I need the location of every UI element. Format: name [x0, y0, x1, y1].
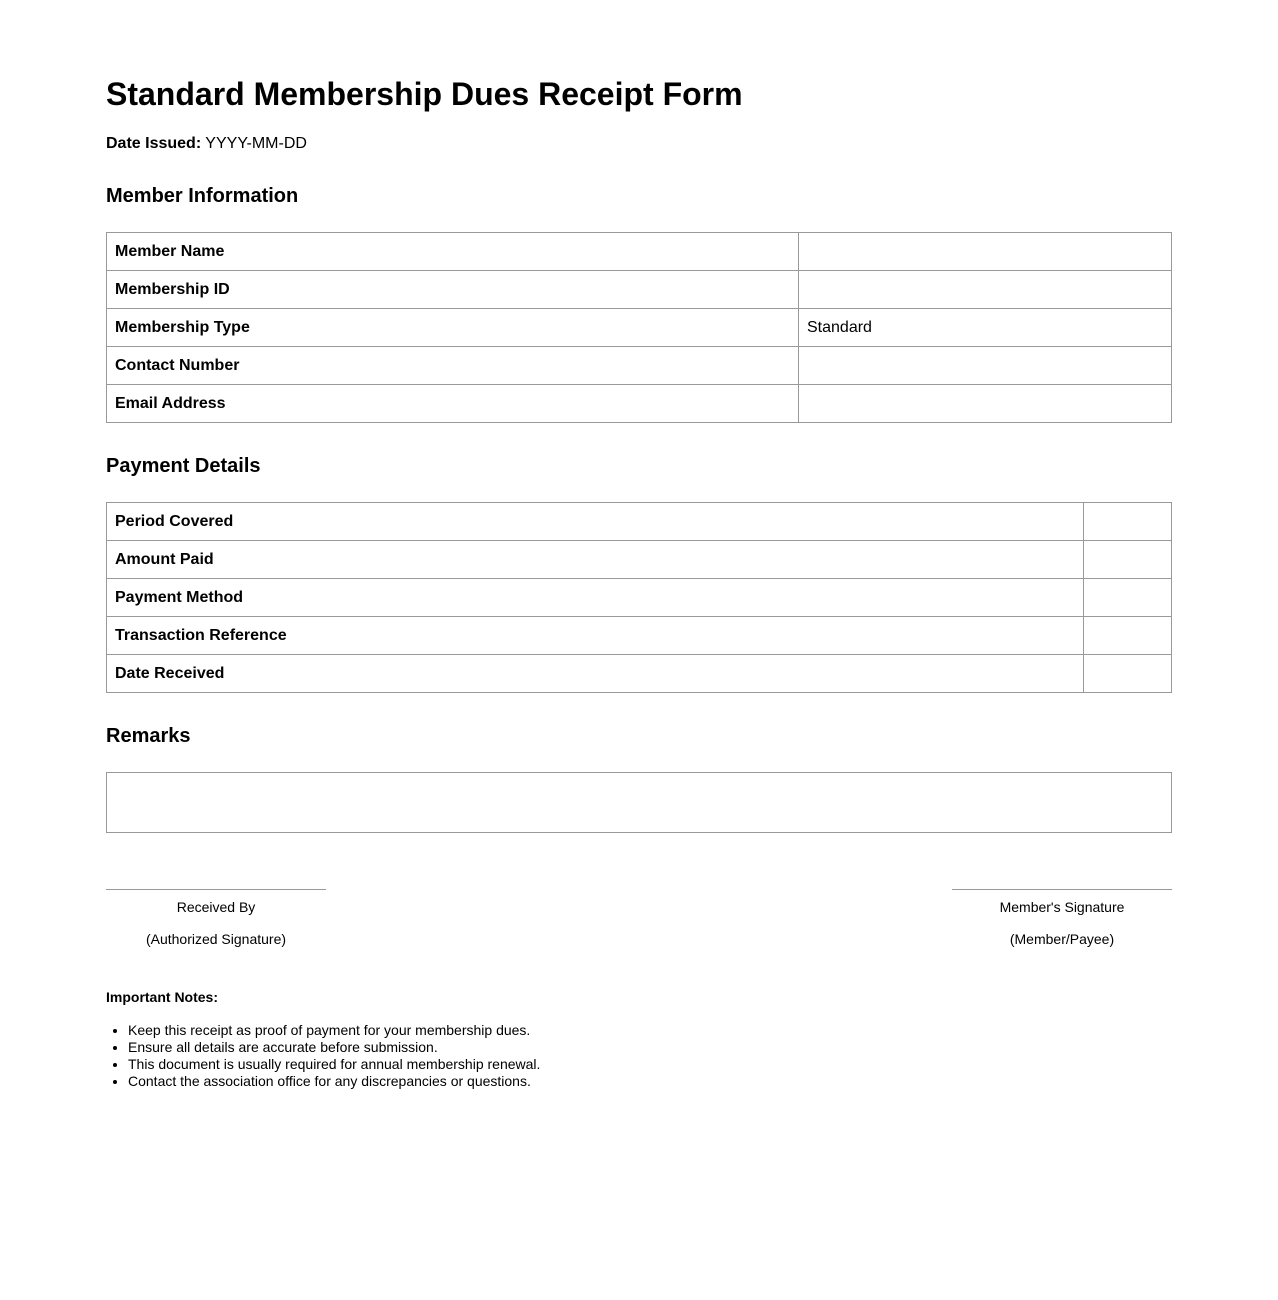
table-row [107, 579, 1172, 617]
table-row [107, 309, 1172, 347]
member-name-field[interactable] [799, 233, 1172, 271]
table-row [107, 347, 1172, 385]
payment-details-table [106, 502, 1172, 693]
member-signature [952, 889, 1172, 947]
table-row [107, 617, 1172, 655]
member-information-table [106, 232, 1172, 423]
date-received-field[interactable] [1084, 655, 1172, 693]
amount-paid-field[interactable] [1084, 541, 1172, 579]
membership-type-field[interactable]: Standard [799, 309, 1172, 347]
list-item: • Contact the association office for any discrepancies or questions. [128, 1073, 1172, 1090]
email-address-field[interactable] [799, 385, 1172, 423]
received-by-title: Received By [176, 899, 256, 915]
table-row [107, 503, 1172, 541]
received-by-subtitle: (Authorized Signature) [145, 931, 287, 947]
transaction-reference-field[interactable] [1084, 617, 1172, 655]
list-item: • Keep this receipt as proof of payment for your membership dues. [128, 1022, 1172, 1039]
contact-number-field[interactable] [799, 347, 1172, 385]
important-notes-title: Important Notes: [106, 989, 218, 1005]
date-issued-value: YYYY-MM-DD [205, 135, 307, 152]
date-received-label: Date Received [107, 655, 1084, 693]
received-by-signature [106, 889, 326, 947]
list-item: • This document is usually required for annual membership renewal. [128, 1056, 1172, 1073]
membership-type-label: Membership Type [107, 309, 799, 347]
member-signature-title: Member's Signature [999, 899, 1125, 915]
remarks-heading: Remarks [106, 725, 191, 747]
membership-id-label: Membership ID [107, 271, 799, 309]
table-row [107, 233, 1172, 271]
signature-line[interactable] [952, 889, 1172, 890]
member-information-heading: Member Information [106, 185, 299, 207]
contact-number-label: Contact Number [107, 347, 799, 385]
period-covered-label: Period Covered [107, 503, 1084, 541]
table-row [107, 271, 1172, 309]
receipt-form [106, 0, 1172, 1090]
payment-details-heading: Payment Details [106, 455, 261, 477]
email-address-label: Email Address [107, 385, 799, 423]
membership-id-field[interactable] [799, 271, 1172, 309]
signature-area [106, 889, 1172, 949]
important-notes-list [106, 1022, 1172, 1090]
list-item: • Ensure all details are accurate before submission. [128, 1039, 1172, 1056]
table-row [107, 385, 1172, 423]
payment-method-label: Payment Method [107, 579, 1084, 617]
member-name-label: Member Name [107, 233, 799, 271]
remarks-field[interactable] [106, 772, 1172, 833]
table-row [107, 655, 1172, 693]
period-covered-field[interactable] [1084, 503, 1172, 541]
payment-method-field[interactable] [1084, 579, 1172, 617]
table-row [107, 541, 1172, 579]
signature-line[interactable] [106, 889, 326, 890]
member-signature-subtitle: (Member/Payee) [1009, 931, 1115, 947]
date-issued-label: Date Issued: [106, 135, 202, 152]
page-title: Standard Membership Dues Receipt Form [106, 76, 743, 112]
transaction-reference-label: Transaction Reference [107, 617, 1084, 655]
date-issued [106, 134, 1172, 154]
amount-paid-label: Amount Paid [107, 541, 1084, 579]
